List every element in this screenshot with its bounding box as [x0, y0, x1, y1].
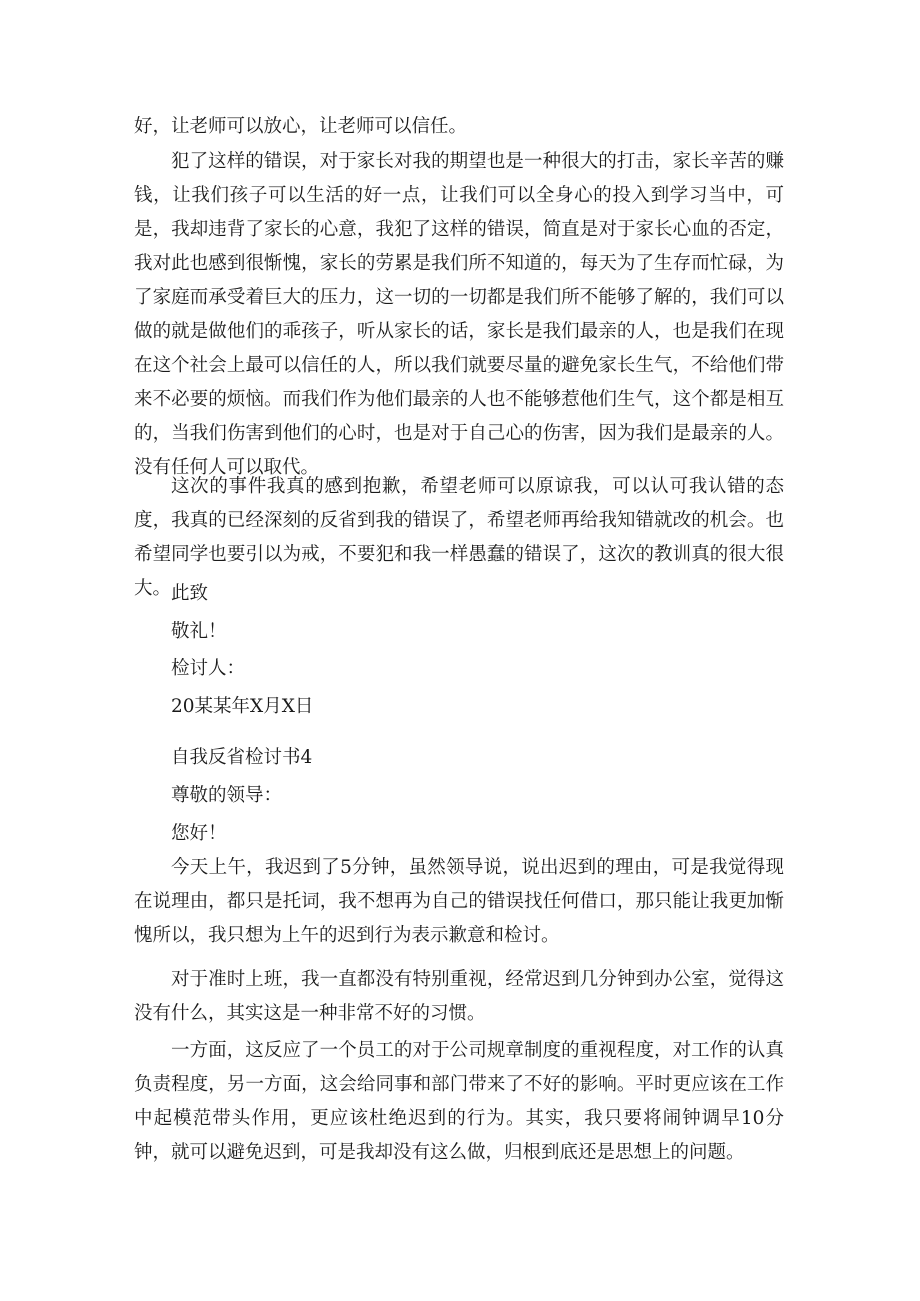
paragraph: 一方面，这反应了一个员工的对于公司规章制度的重视程度，对工作的认真负责程度，另一方面，这会给同事和部门带来了不好的影响。平时更应该在工作中起模范带头作用，更应该杜绝迟到的行为。其实，我只要将闹钟调早10分钟，就可以避免迟到，可是我却没有这么做，归根到底还是思想上的问题。 — [134, 1040, 784, 1163]
paragraph: 好，让老师可以放心，让老师可以信任。 — [134, 116, 468, 137]
letter2-paragraph2 — [134, 963, 784, 1031]
paragraph: 这次的事件我真的感到抱歉，希望老师可以原谅我，可以认可我认错的态度，我真的已经深刻的反省到我的错误了，希望老师再给我知错就改的机会。也希望同学也要引以为戒，不要犯和我一样愚蠢的错误了，这次的教训真的很大很大。 — [134, 476, 784, 599]
signer-line — [134, 652, 784, 686]
paragraph: 今天上午，我迟到了5分钟，虽然领导说，说出迟到的理由，可是我觉得现在说理由，都只是托词，我不想再为自己的错误找任何借口，那只能让我更加惭愧所以，我只想为上午的迟到行为表示歉意和检讨。 — [134, 857, 784, 946]
date-text: 20某某年X月X日 — [171, 696, 314, 717]
closing-text: 此致 — [171, 583, 209, 604]
letter2-greeting — [134, 817, 784, 851]
salute-line — [134, 615, 784, 649]
salute-text: 敬礼！ — [171, 621, 227, 642]
date-line — [134, 690, 784, 724]
greeting-text: 您好！ — [171, 823, 227, 844]
recipient-text: 尊敬的领导： — [171, 785, 283, 806]
letter2-title — [134, 741, 784, 775]
signer-text: 检讨人： — [171, 658, 246, 679]
closing-line — [134, 577, 784, 611]
letter1-continuation — [134, 110, 784, 144]
section-title: 自我反省检讨书4 — [171, 747, 313, 768]
paragraph: 对于准时上班，我一直都没有特别重视，经常迟到几分钟到办公室，觉得这没有什么，其实这是一种非常不好的习惯。 — [134, 969, 784, 1024]
letter2-paragraph3 — [134, 1034, 784, 1170]
letter2-paragraph1 — [134, 851, 784, 953]
letter1-paragraph2 — [134, 145, 784, 485]
letter2-recipient — [134, 779, 784, 813]
paragraph: 犯了这样的错误，对于家长对我的期望也是一种很大的打击，家长辛苦的赚钱，让我们孩子可以生活的好一点，让我们可以全身心的投入到学习当中，可是，我却违背了家长的心意，我犯了这样的错误，简直是对于家长心血的否定，我对此也感到很惭愧，家长的劳累是我们所不知道的，每天为了生存而忙碌，为了家庭而承受着巨大的压力，这一切的一切都是我们所不能够了解的，我们可以做的就是做他们的乖孩子，听从家长的话，家长是我们最亲的人，也是我们在现在这个社会上最可以信任的人，所以我们就要尽量的避免家长生气，不给他们带来不必要的烦恼。而我们作为他们最亲的人也不能够惹他们生气，这个都是相互的，当我们伤害到他们的心时，也是对于自己心的伤害，因为我们是最亲的人。没有任何人可以取代。 — [134, 151, 784, 478]
